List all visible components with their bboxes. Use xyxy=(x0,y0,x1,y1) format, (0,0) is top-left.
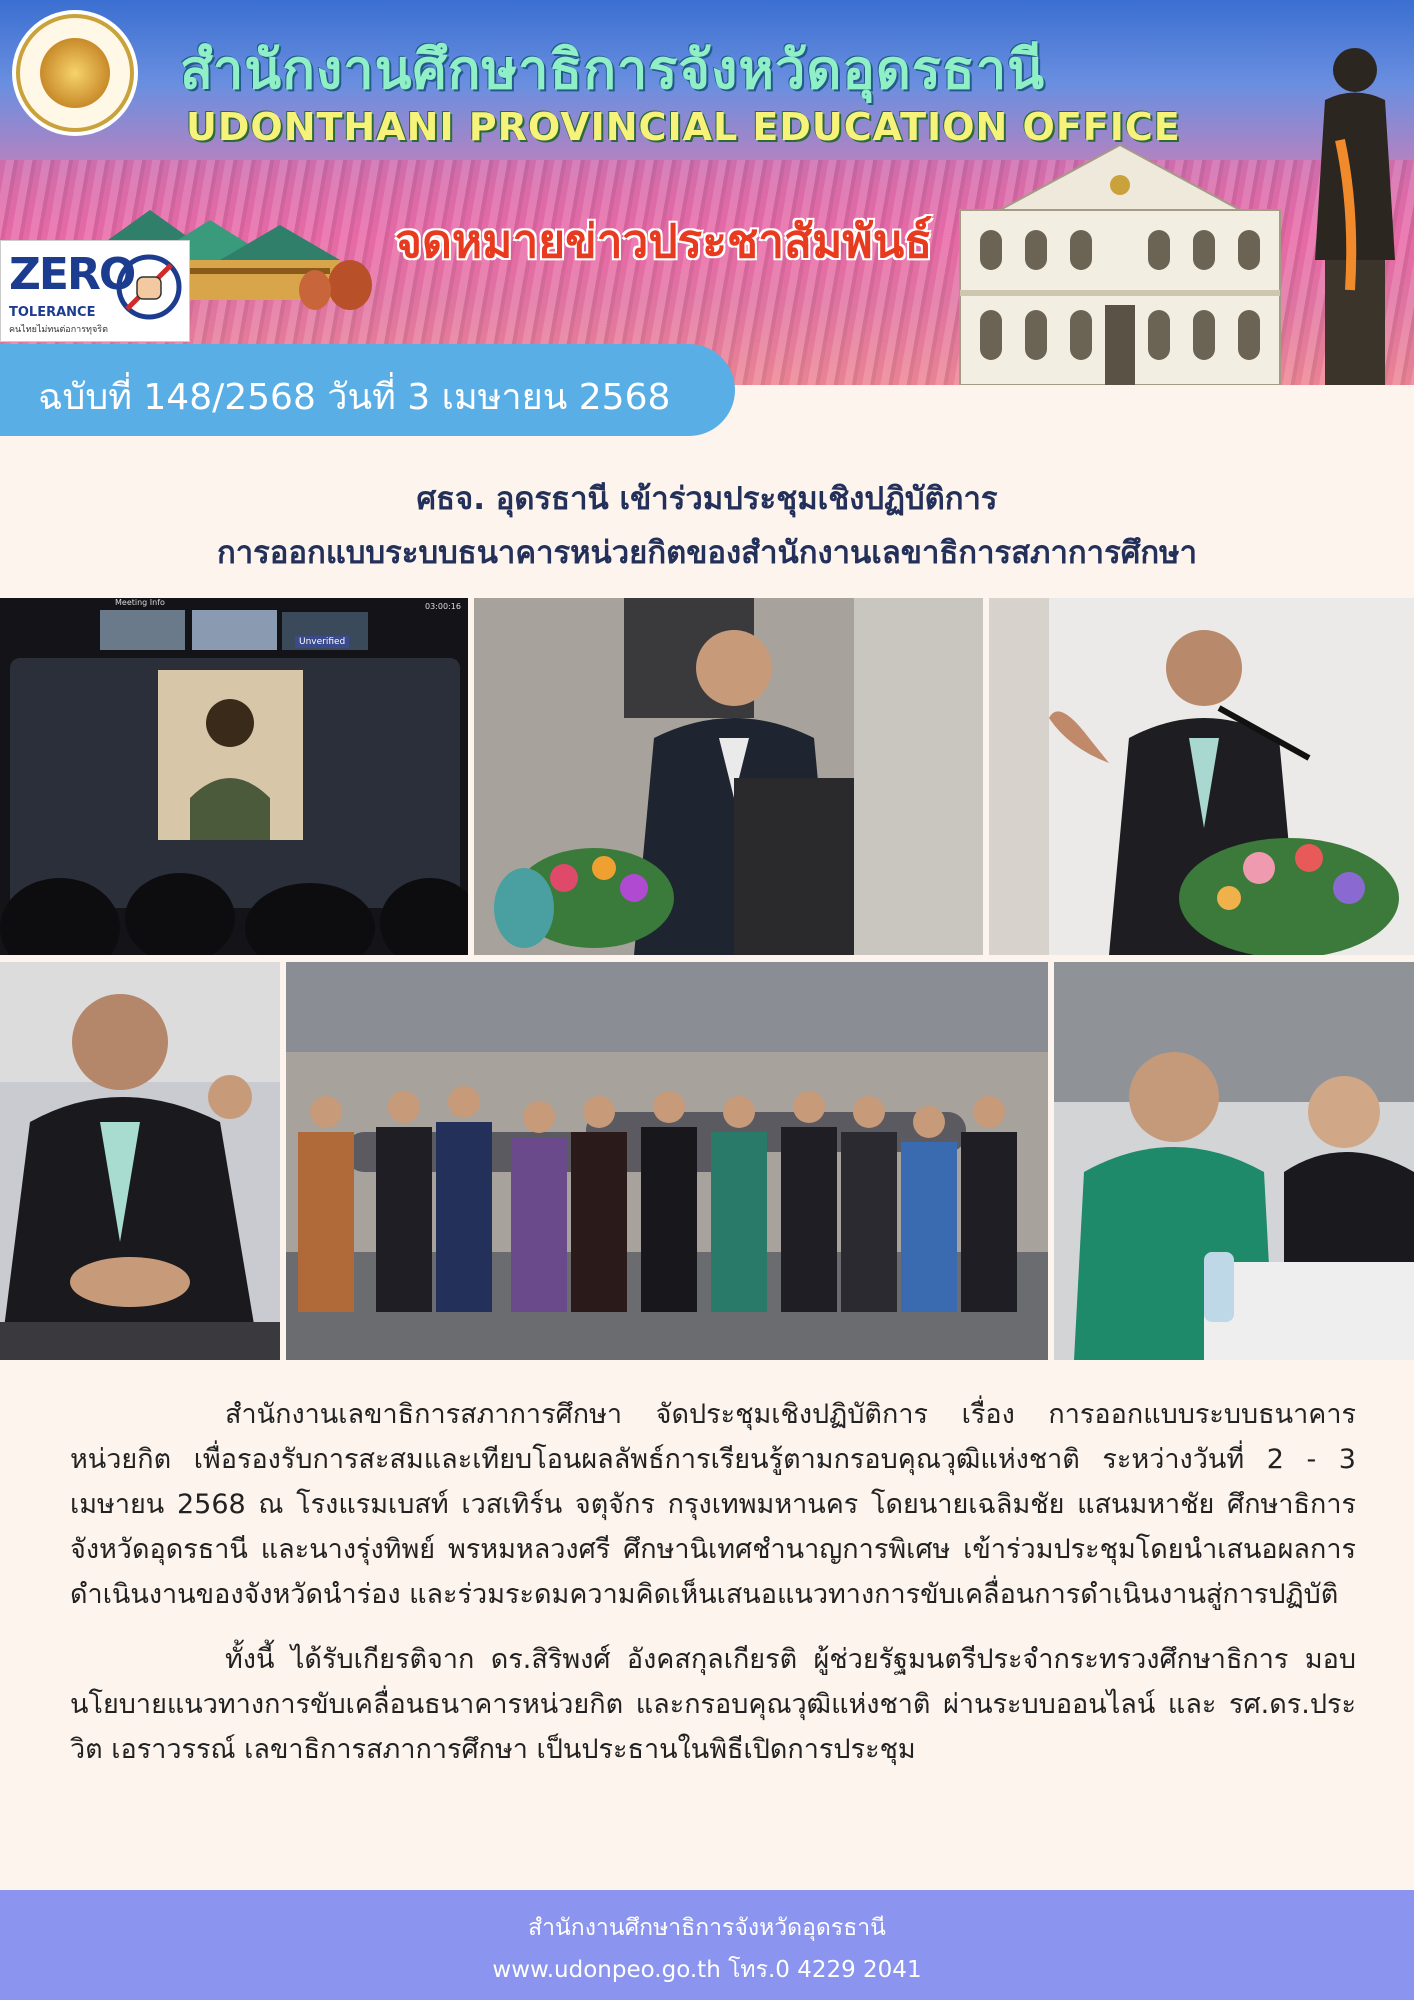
headline xyxy=(0,472,1414,580)
zero-tolerance-badge xyxy=(0,240,190,342)
statue-illustration xyxy=(1300,30,1410,385)
office-building-illustration xyxy=(940,140,1300,385)
photo-group xyxy=(286,962,1048,1360)
unverified-label: Unverified xyxy=(295,636,349,648)
zero-word: ZERO xyxy=(9,249,135,300)
header-banner xyxy=(0,0,1414,385)
office-title-thai: สำนักงานศึกษาธิการจังหวัดอุดรธานี xyxy=(180,37,1046,101)
photo-seated-attendees xyxy=(1054,962,1414,1360)
photo-speaker-microphone xyxy=(989,598,1414,955)
article-body xyxy=(70,1392,1356,1792)
issue-number-date: ฉบับที่ 148/2568 วันที่ 3 เมษายน 2568 xyxy=(38,377,671,418)
footer-org-name: สำนักงานศึกษาธิการจังหวัดอุดรธานี xyxy=(528,1915,886,1941)
zero-tolerance-subtitle: คนไทยไม่ทนต่อการทุจริต xyxy=(9,325,108,335)
newsletter-title: จดหมายข่าวประชาสัมพันธ์ xyxy=(395,214,933,268)
article-paragraph-2: ทั้งนี้ ได้รับเกียรติจาก ดร.สิริพงศ์ อังคสกุลเกียรติ ผู้ช่วยรัฐมนตรีประจำกระทรวงศึกษาธิการ มอบนโยบายแนวทางการขับเคลื่อนธนาคารหน่วยกิต และกรอบคุณวุฒิแห่งชาติ ผ่านระบบออนไลน์ และ รศ.ดร.ประวิต เอราวรรณ์ เลขาธิการสภาการศึกษา เป็นประธานในพิธีเปิดการประชุม xyxy=(70,1644,1356,1765)
education-office-seal-icon xyxy=(16,14,134,132)
photo-seated-official xyxy=(0,962,280,1360)
meeting-info-label: Meeting Info xyxy=(115,598,165,607)
office-title-english: UDONTHANI PROVINCIAL EDUCATION OFFICE xyxy=(186,105,1181,149)
meeting-timer-label: 03:00:16 xyxy=(425,602,461,611)
article-paragraph-1: สำนักงานเลขาธิการสภาการศึกษา จัดประชุมเชิงปฏิบัติการ เรื่อง การออกแบบระบบธนาคารหน่วยกิต เพื่อรองรับการสะสมและเทียบโอนผลลัพธ์การเรียนรู้ตามกรอบคุณวุฒิแห่งชาติ ระหว่างวันที่ 2 - 3 เมษายน 2568 ณ โรงแรมเบสท์ เวสเทิร์น จตุจักร กรุงเทพมหานคร โดยนายเฉลิมชัย แสนมหาชัย ศึกษาธิการจังหวัดอุดรธานี และนางรุ่งทิพย์ พรหมหลวงศรี ศึกษานิเทศชำนาญการพิเศษ เข้าร่วมประชุมโดยนำเสนอผลการดำเนินงานของจังหวัดนำร่อง และร่วมระดมความคิดเห็นเสนอแนวทางการขับเคลื่อนการดำเนินงานสู่การปฏิบัติ xyxy=(70,1399,1356,1610)
anti-corruption-fist-icon xyxy=(109,247,187,327)
headline-line-2: การออกแบบระบบธนาคารหน่วยกิตของสำนักงานเลขาธิการสภาการศึกษา xyxy=(216,535,1198,571)
footer-contact: www.udonpeo.go.th โทร.0 4229 2041 xyxy=(492,1957,922,1983)
tolerance-word: TOLERANCE xyxy=(9,305,96,320)
photo-speaker-podium xyxy=(474,598,983,955)
photo-online-meeting xyxy=(0,598,468,955)
headline-line-1: ศธจ. อุดรธานี เข้าร่วมประชุมเชิงปฏิบัติการ xyxy=(416,481,998,517)
